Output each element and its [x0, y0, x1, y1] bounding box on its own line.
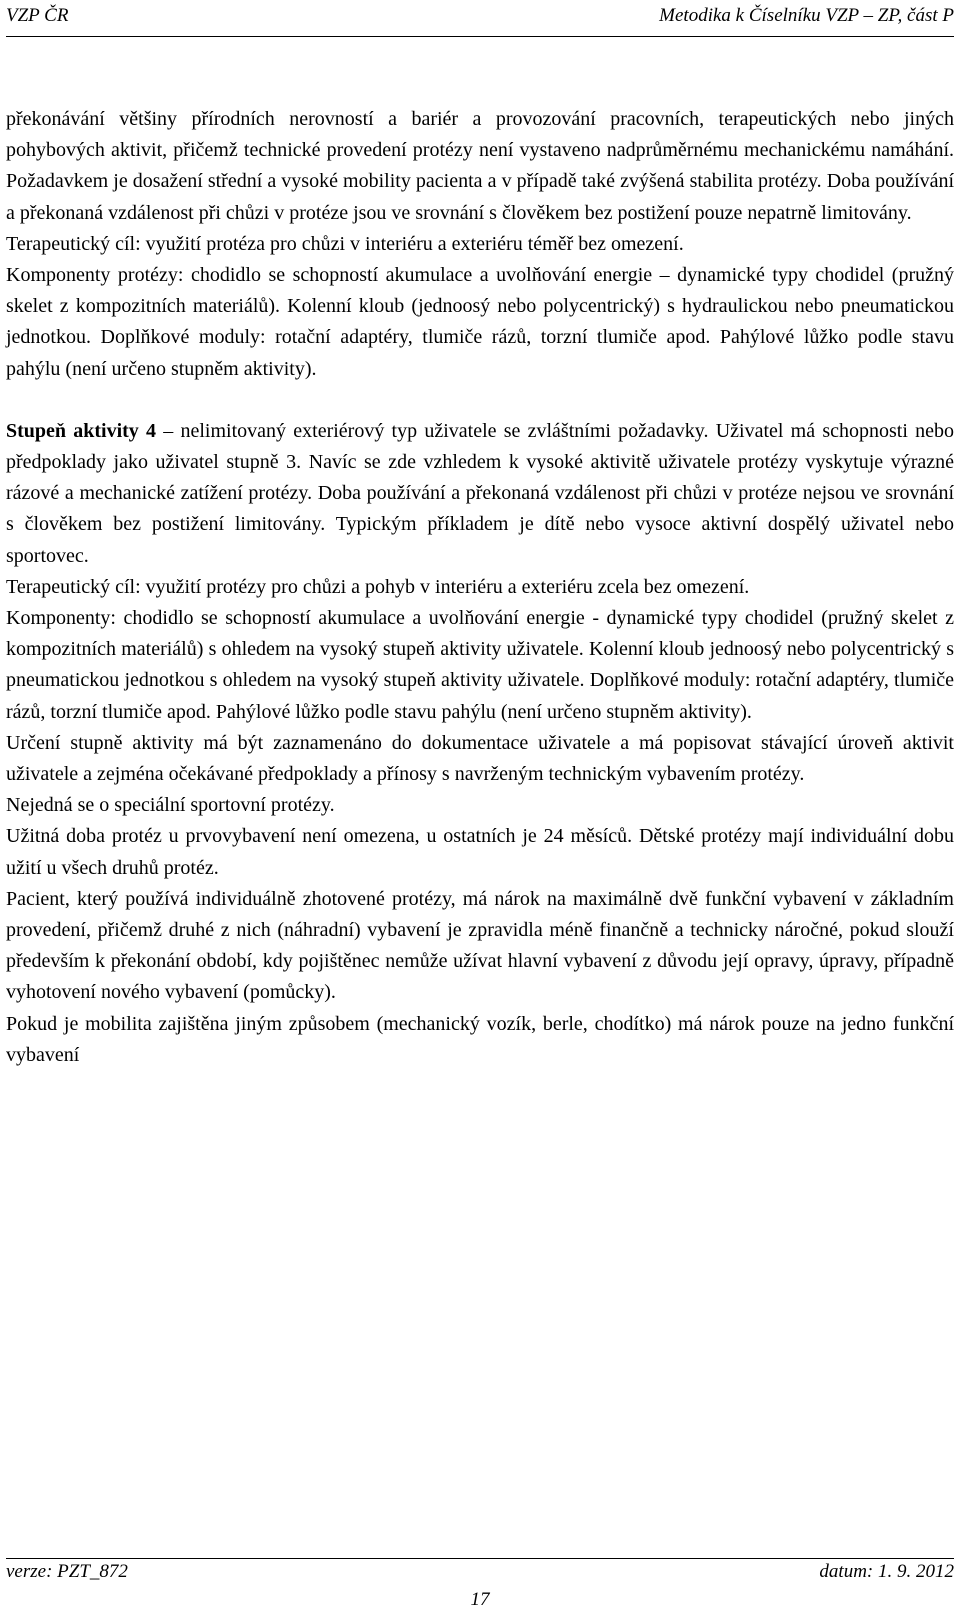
paragraph-activity-3-description: překonávání většiny přírodních nerovností a bariér a provozování pracovních, terapeutických nebo jiných pohybových aktivit, přičemž technické provedení protézy není vystaveno nadprůměrnému mechanickému namáhání. Požadavkem je dosažení střední a vysoké mobility pacienta a v případě také zvýšená stabilita protézy. Doba používání a překonaná vzdálenost při chůzi v protéze jsou ve srovnání s člověkem bez postižení pouze nepatrně limitovány.: [6, 108, 954, 224]
paragraph-activity-3-components: Komponenty protézy: chodidlo se schopností akumulace a uvolňování energie – dynamické typy chodidel (pružný skelet z kompozitních materiálů). Kolenní kloub (jednoosý nebo polycentrický) s hydraulickou nebo pneumatickou jednotkou. Doplňkové moduly: rotační adaptéry, tlumiče rázů, torzní tlumiče apod. Pahýlové lůžko podle stavu pahýlu (není určeno stupněm aktivity).: [6, 264, 954, 380]
footer-version: verze: PZT_872: [6, 1561, 128, 1582]
paragraph-activity-4-description: [6, 416, 954, 572]
paragraph-activity-4-components: Komponenty: chodidlo se schopností akumulace a uvolňování energie - dynamické typy chodidel (pružný skelet z kompozitních materiálů) s ohledem na vysoký stupeň aktivity uživatele. Kolenní kloub jednoosý nebo polycentrický s pneumatickou jednotkou s ohledem na vysoký stupeň aktivity uživatele. Doplňkové moduly: rotační adaptéry, tlumiče rázů, torzní tlumiče apod. Pahýlové lůžko podle stavu pahýlu (není určeno stupněm aktivity).: [6, 607, 954, 723]
paragraph-sport-prostheses: Nejedná se o speciální sportovní protézy.: [6, 794, 335, 817]
footer-divider: [6, 1558, 954, 1559]
paragraph-mobility: Pokud je mobilita zajištěna jiným způsobem (mechanický vozík, berle, chodítko) má nárok pouze na jedno funkční vybavení: [6, 1012, 954, 1066]
header-organization: VZP ČR: [6, 5, 69, 26]
paragraph-activity-4-goal: Terapeutický cíl: využití protézy pro chůzi a pohyb v interiéru a exteriéru zcela bez omezení.: [6, 575, 750, 598]
page-number: 17: [470, 1589, 490, 1610]
paragraph-activity-3-goal: Terapeutický cíl: využití protéza pro chůzi v interiéru a exteriéru téměř bez omezení.: [6, 232, 684, 255]
header-document-title: Metodika k Číselníku VZP – ZP, část P: [659, 5, 954, 26]
footer-date: datum: 1. 9. 2012: [819, 1561, 954, 1582]
activity-level-4-text: – nelimitovaný exteriérový typ uživatele se zvláštními požadavky. Uživatel má schopnosti nebo předpoklady jako uživatel stupně 3. Navíc se zde vzhledem k vysoké aktivitě uživatele protézy vyskytuje výrazné rázové a mechanické zatížení protézy. Doba používání a překonaná vzdálenost při chůzi v protéze nejsou ve srovnání s člověkem bez postižení limitovány. Typickým příkladem je dítě nebo vysoce aktivní dospělý uživatel nebo sportovec.: [6, 419, 954, 567]
header-divider: [6, 36, 954, 37]
document-body: [6, 104, 954, 1071]
paragraph-usage-period: Užitná doba protéz u prvovybavení není omezena, u ostatních je 24 měsíců. Dětské protézy mají individuální dobu užití u všech druhů protéz.: [6, 825, 954, 879]
page-header: [6, 4, 954, 32]
paragraph-activity-documentation: Určení stupně aktivity má být zaznamenáno do dokumentace uživatele a má popisovat stávající úroveň aktivit uživatele a zejména očekávané předpoklady a přínosy s navrženým technickým vybavením protézy.: [6, 731, 954, 786]
activity-level-4-heading: Stupeň aktivity 4: [6, 419, 157, 442]
paragraph-entitlement: Pacient, který používá individuálně zhotovené protézy, má nárok na maximálně dvě funkční vybavení v základním provedení, přičemž druhé z nich (náhradní) vybavení je zpravidla méně finančně a technicky náročné, pokud slouží především k překonání období, kdy pojištěnec nemůže užívat hlavní vybavení z důvodu její opravy, úpravy, případně vyhotovení nového vybavení (pomůcky).: [6, 887, 954, 1004]
page-footer: [6, 1560, 954, 1616]
